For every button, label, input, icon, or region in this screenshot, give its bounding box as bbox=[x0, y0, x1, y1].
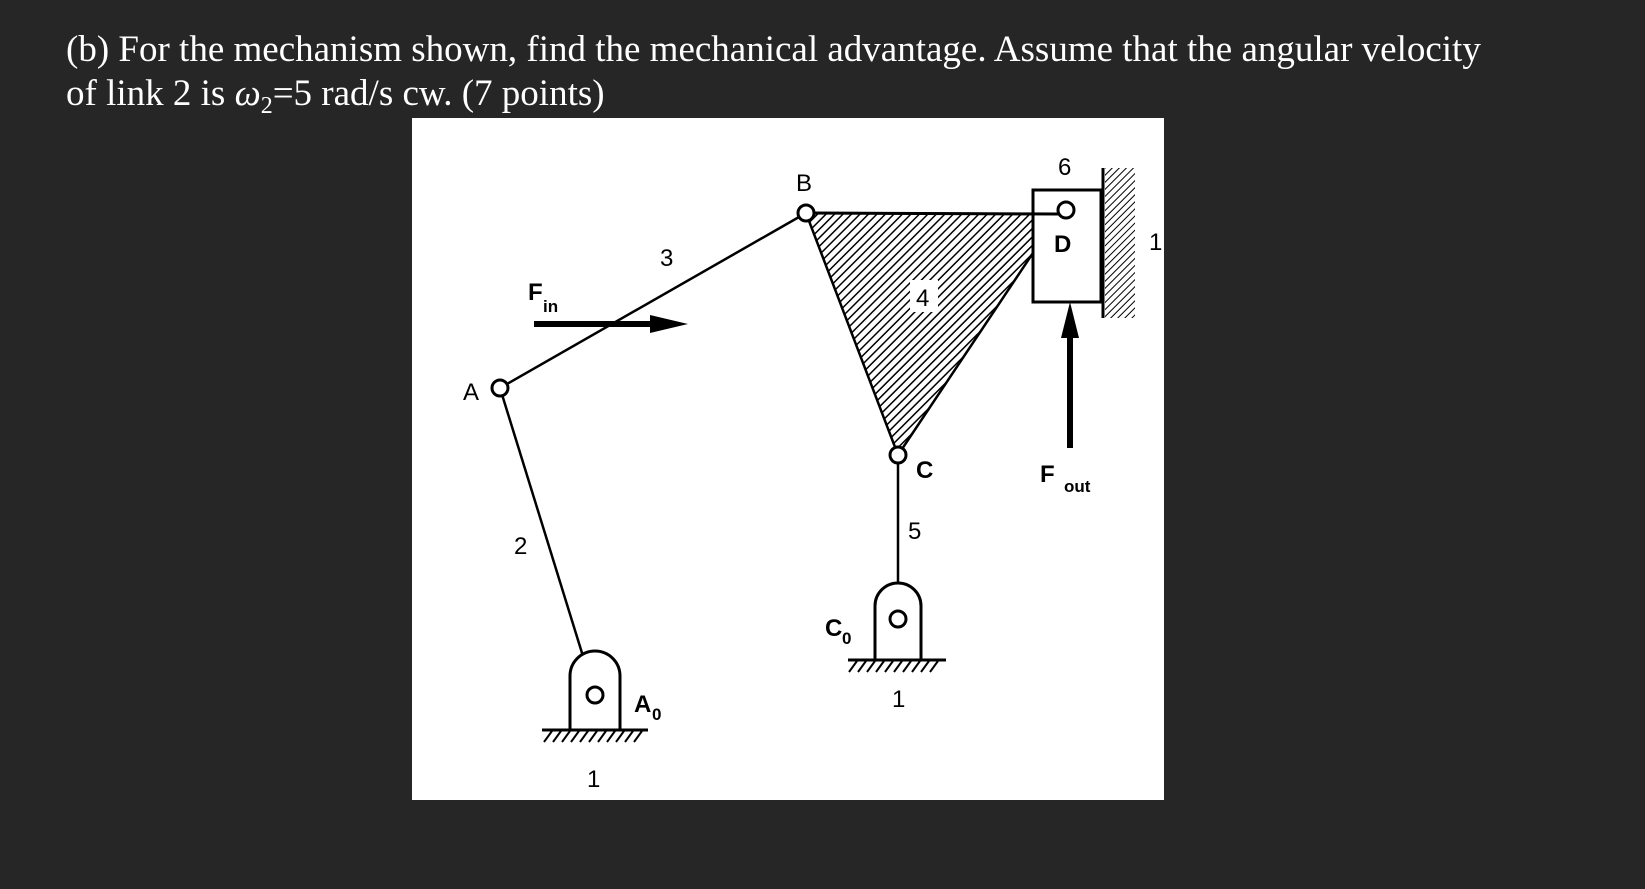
label-ground-a0: 1 bbox=[587, 766, 601, 793]
omega-subscript: 2 bbox=[260, 93, 273, 119]
joint-a0 bbox=[587, 687, 603, 703]
ground-hatch-c0 bbox=[849, 661, 938, 672]
label-link-2: 2 bbox=[514, 533, 528, 560]
label-c: C bbox=[916, 457, 934, 484]
label-ground-wall: 1 bbox=[1149, 229, 1163, 256]
label-force-out: F bbox=[1040, 461, 1055, 488]
joint-d bbox=[1058, 202, 1074, 218]
label-d: D bbox=[1054, 231, 1072, 258]
mechanism-figure bbox=[412, 118, 1164, 800]
label-c0: C bbox=[825, 615, 843, 642]
label-link-4: 4 bbox=[916, 285, 930, 312]
label-a0: A bbox=[634, 691, 652, 718]
question-line-2-end: =5 rad/s cw. (7 points) bbox=[272, 73, 605, 114]
label-force-in: F bbox=[528, 279, 543, 306]
joint-b bbox=[798, 205, 814, 221]
question-line-1: (b) For the mechanism shown, find the mechanical advantage. Assume that the angular velocity bbox=[66, 29, 1481, 70]
guide-wall-hatch bbox=[1105, 168, 1135, 318]
question-text bbox=[66, 28, 1626, 119]
label-link-3: 3 bbox=[660, 245, 674, 272]
label-a0-subscript: 0 bbox=[652, 705, 662, 724]
label-link-5: 5 bbox=[908, 518, 922, 545]
force-in-arrowhead bbox=[650, 315, 688, 333]
ground-hatch-a0 bbox=[544, 731, 642, 742]
label-force-in-subscript: in bbox=[543, 297, 559, 316]
omega-symbol: ω bbox=[234, 73, 261, 114]
label-b: B bbox=[796, 170, 813, 197]
label-force-out-subscript: out bbox=[1064, 477, 1091, 496]
joint-c bbox=[890, 447, 906, 463]
joint-a bbox=[492, 380, 508, 396]
label-link-6: 6 bbox=[1058, 154, 1072, 181]
joint-c0 bbox=[890, 611, 906, 627]
label-a: A bbox=[463, 379, 480, 406]
force-out-arrowhead bbox=[1061, 302, 1079, 338]
label-c0-subscript: 0 bbox=[842, 629, 852, 648]
link-4-ternary bbox=[806, 213, 1059, 455]
label-ground-c0: 1 bbox=[892, 686, 906, 713]
mechanism-diagram bbox=[412, 118, 1164, 800]
question-line-2-start: of link 2 is bbox=[66, 73, 235, 114]
link-4-to-slider bbox=[806, 213, 1059, 214]
